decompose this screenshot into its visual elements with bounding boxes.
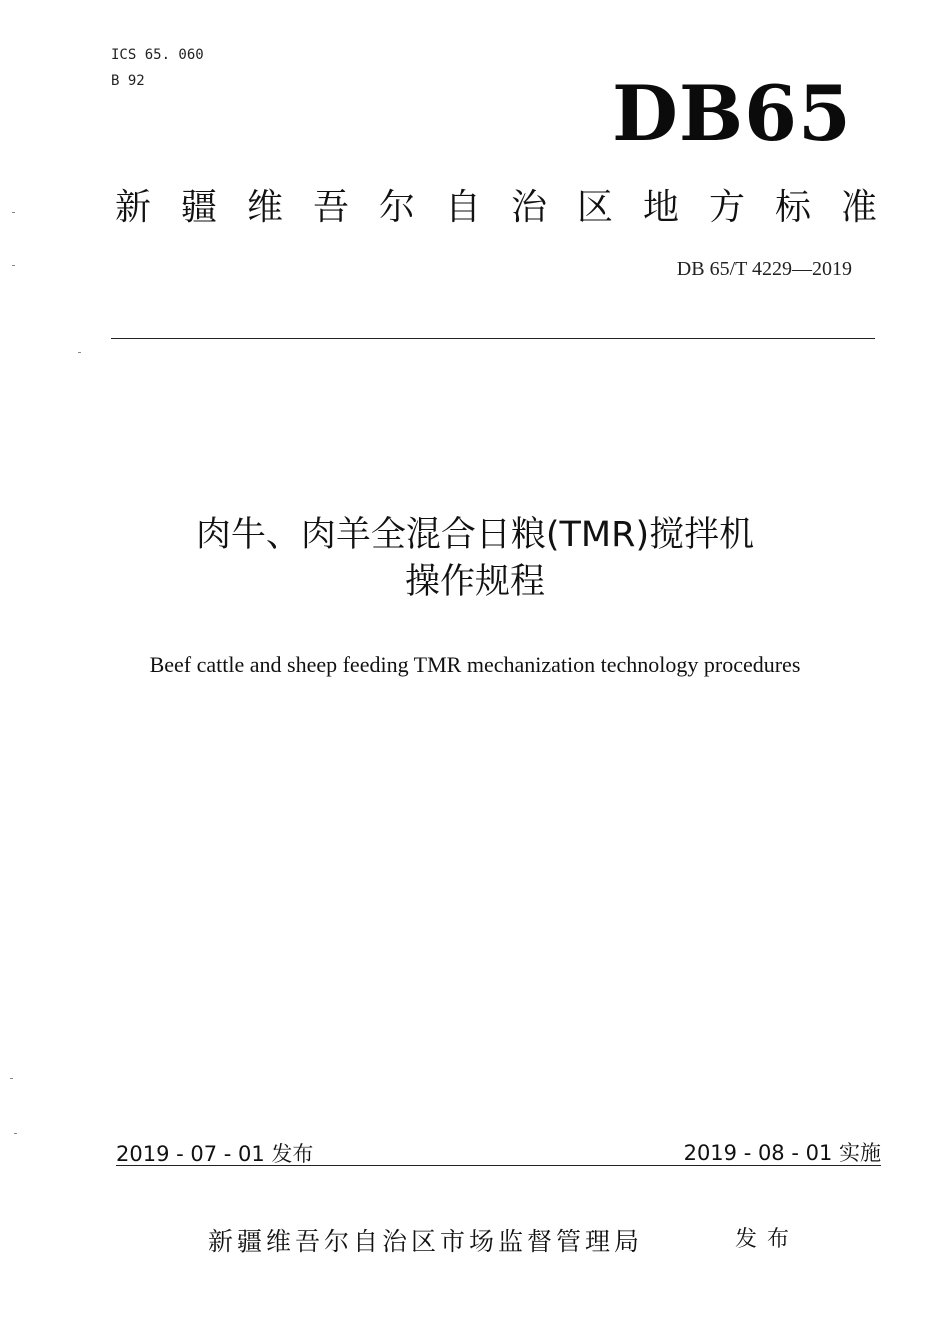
standard-type-char: 尔 [378,187,415,228]
publisher-action: 发布 [735,1227,800,1252]
scan-speck [78,352,81,353]
title-line-1: 肉牛、肉羊全混合日粮(TMR)搅拌机 [195,515,755,555]
ics-code: ICS 65. 060 [111,47,204,63]
standard-type-char: 治 [510,187,547,228]
ccs-code: B 92 [111,73,145,89]
standard-type-char: 吾 [312,187,349,228]
implementation-date: 2019 - 08 - 01 实施 [683,1141,881,1165]
scan-speck [12,265,15,266]
scan-speck [12,212,15,213]
standard-type-char: 维 [246,187,283,228]
standard-type-char: 区 [576,187,613,228]
issue-date: 2019 - 07 - 01 发布 [116,1142,314,1166]
document-title-en: Beef cattle and sheep feeding TMR mechanization technology procedures [149,652,801,677]
standard-type-char: 地 [642,187,679,228]
document-title-zh [0,512,950,606]
standard-type-char: 自 [444,187,481,228]
header-divider [111,338,875,339]
scan-speck [10,1078,13,1079]
standard-type-char: 准 [840,187,877,228]
scan-speck [14,1133,17,1134]
standard-type-char: 新 [114,187,151,228]
standard-type-char: 标 [774,187,811,228]
standard-type-char: 疆 [180,187,217,228]
publisher-name: 新疆维吾尔自治区市场监督管理局 [208,1227,644,1256]
title-line-2: 操作规程 [404,562,545,602]
standard-type-heading [111,186,881,230]
standard-type-char: 方 [708,187,745,228]
footer-divider [116,1165,881,1166]
db65-logo: DB65 [612,69,852,158]
standard-number: DB 65/T 4229—2019 [676,258,852,280]
